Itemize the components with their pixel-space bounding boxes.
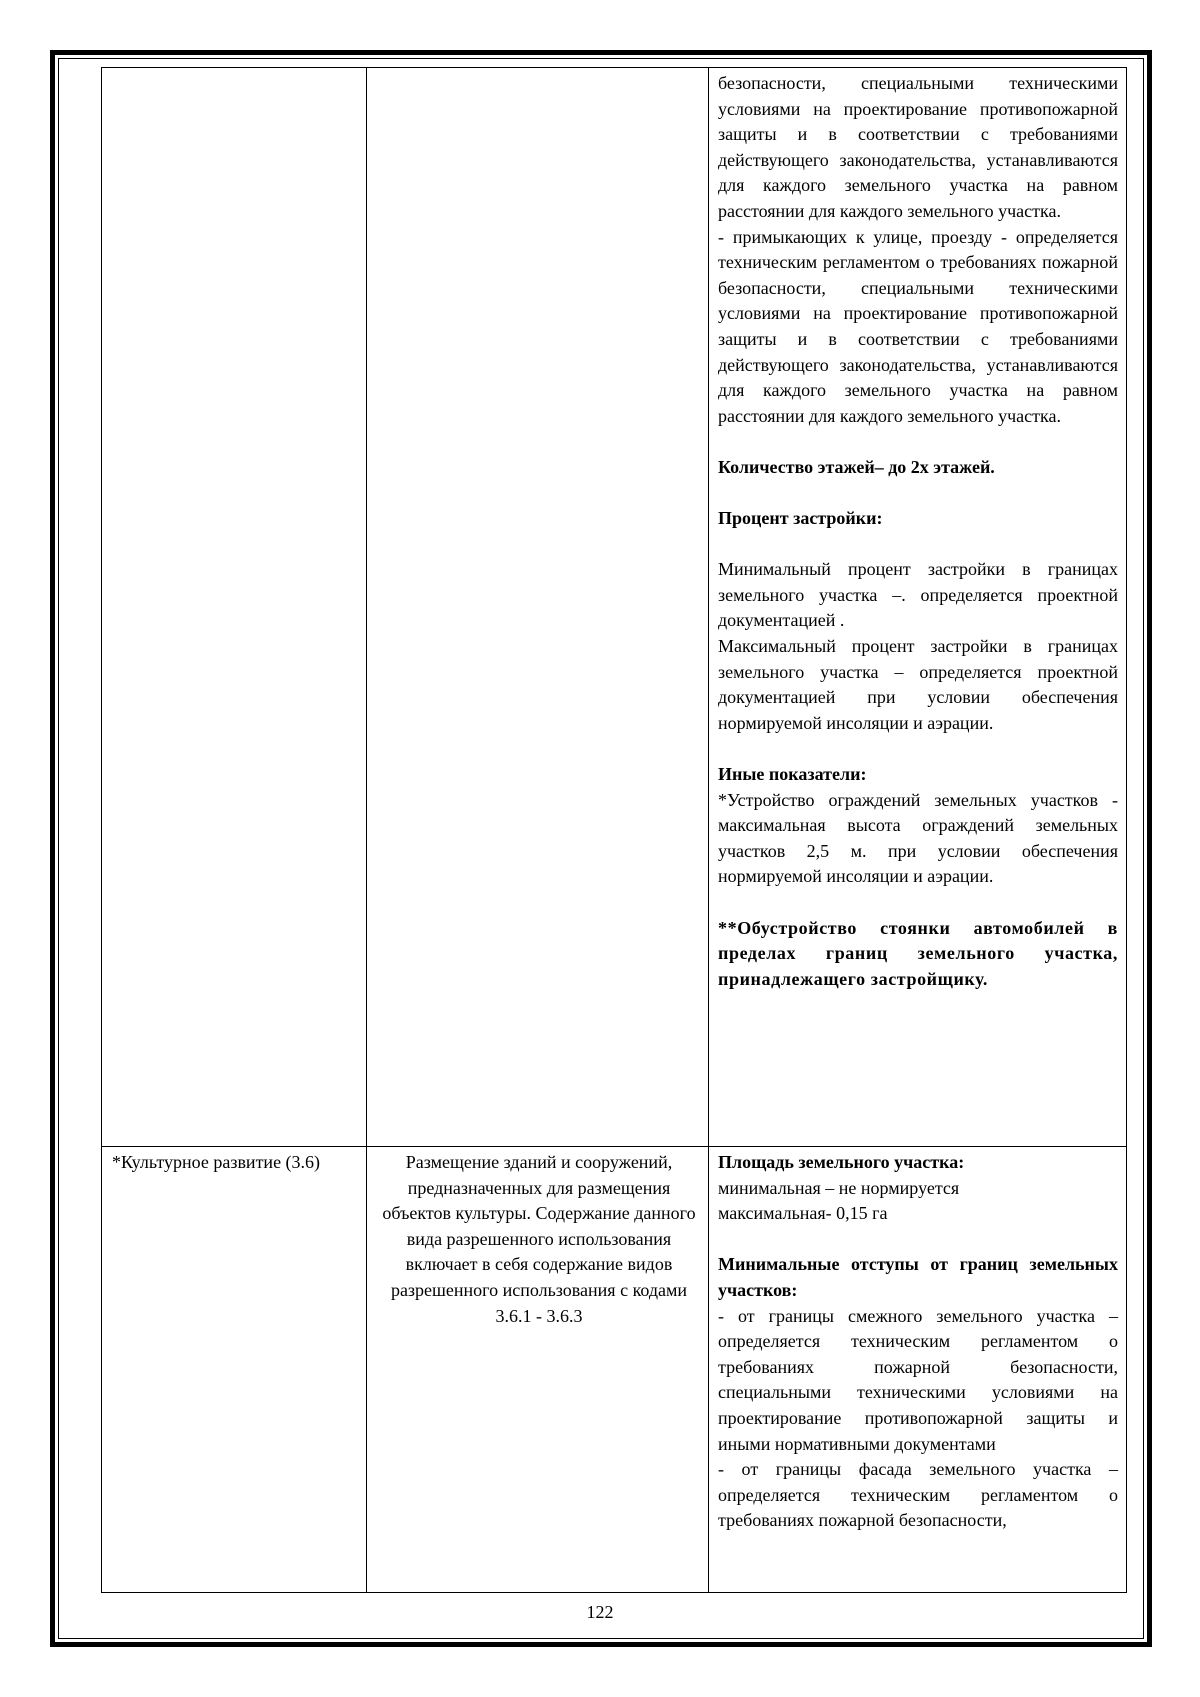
regulations-table [101, 67, 1127, 1593]
use-type-cell [112, 68, 360, 71]
column-divider [708, 1147, 709, 1592]
fence-text: *Устройство ограждений земельных участков - максимальная высота ограждений земельных участков 2,5 м. при условии обеспечения нормируемой инсоляции и аэрации. [718, 789, 1118, 887]
building-percent-heading: Процент застройки: [718, 508, 883, 529]
use-type-cell: *Культурное развитие (3.6) [112, 1152, 321, 1172]
parking-text: **Обустройство стоянки автомобилей в пределах границ земельного участка, принадлежащего застройщику. [718, 917, 1118, 989]
column-divider [708, 68, 709, 1146]
max-percent-text: Максимальный процент застройки в границах земельного участка – определяется проектной документацией при условии обеспечения нормируемой инсоляции и аэрации. [718, 636, 1118, 733]
area-heading: Площадь земельного участка: [718, 1152, 965, 1172]
setback-text-continued: безопасности, специальными техническими условиями на проектирование противопожарной защиты и в соответствии с требованиями действующего законодательства, устанавливаются для каждого земельного участка на равном расстоянии для каждого земельного участка. [718, 73, 1118, 221]
area-max-text: максимальная- 0,15 га [718, 1203, 888, 1224]
min-percent-text: Минимальный процент застройки в границах земельного участка –. определяется проектной документацией . [718, 559, 1118, 631]
setback-facade-text: - от границы фасада земельного участка – определяется техническим регламентом о требованиях пожарной безопасности, [718, 1459, 1118, 1531]
setback-street-text: - примыкающих к улице, проезду - определяется техническим регламентом о требованиях пожарной безопасности, специальными техническими условиями на проектирование противопожарной защиты и в соответствии с требованиями действующего законодательства, устанавливаются для каждого земельного участка на равном расстоянии для каждого земельного участка. [718, 226, 1118, 426]
parameters-cell [718, 68, 1118, 992]
use-description-cell: Размещение зданий и сооружений, предназначенных для размещения объектов культуры. Содержание данного вида разрешенного использования включает в себя содержание видов разрешенного использования с кодами 3.6.1 - 3.6.3 [382, 1152, 696, 1326]
setback-heading: Минимальные отступы от границ земельных участков: [718, 1254, 1118, 1300]
page-number: 122 [586, 1602, 614, 1622]
column-divider [366, 1147, 367, 1592]
parameters-cell [718, 1147, 1118, 1534]
use-description-cell [374, 68, 704, 71]
column-divider [366, 68, 367, 1146]
table-row [101, 67, 1127, 1147]
area-min-text: минимальная – не нормируется [718, 1177, 960, 1198]
setback-adjacent-text: - от границы смежного земельного участка – определяется техническим регламентом о требованиях пожарной безопасности, специальными техническими условиями на проектирование противопожарной защиты и иными нормативными документами [718, 1305, 1118, 1454]
other-indicators-heading: Иные показатели: [718, 764, 867, 785]
floors-text: Количество этажей– до 2х этажей. [718, 456, 995, 477]
table-row [101, 1147, 1127, 1593]
